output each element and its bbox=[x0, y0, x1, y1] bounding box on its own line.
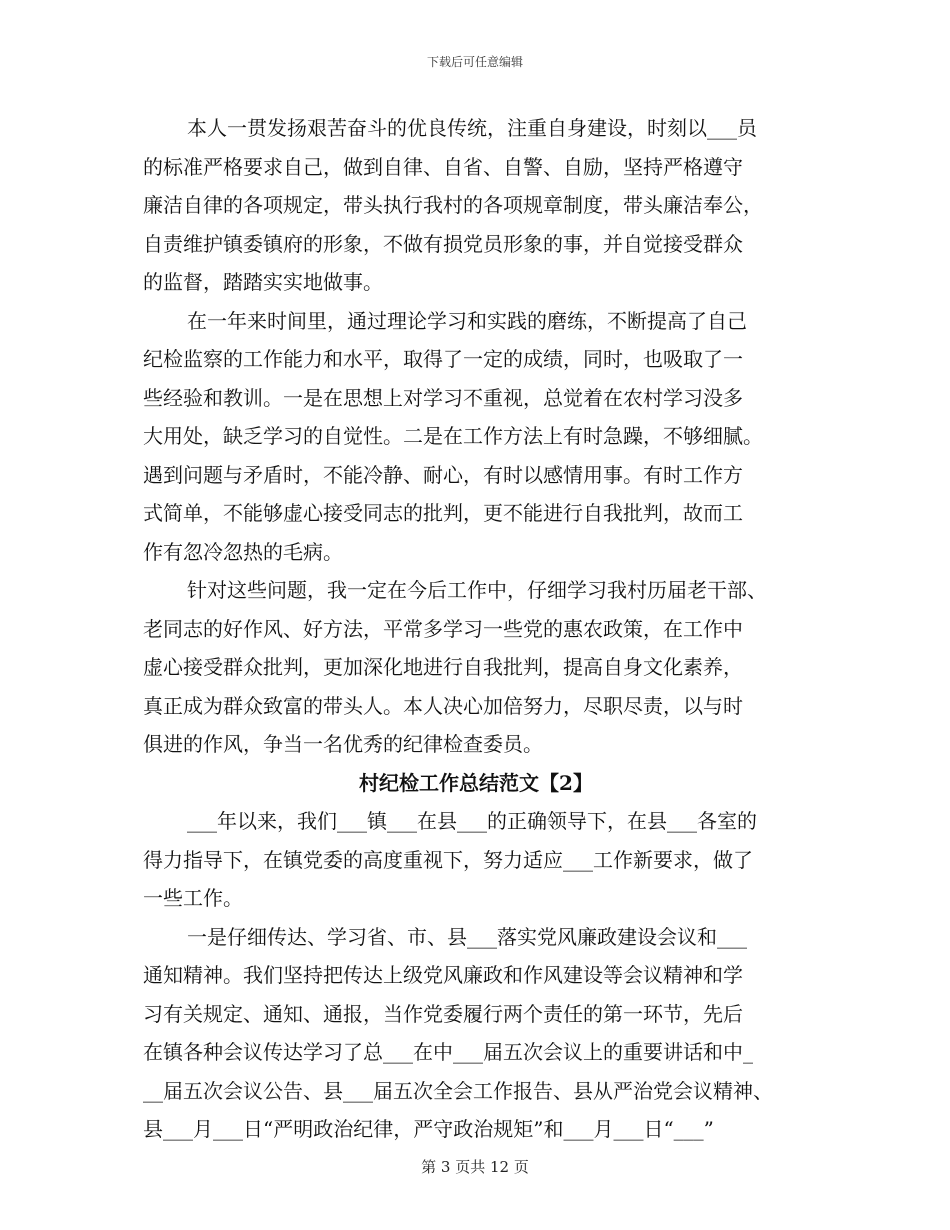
paragraph-2 bbox=[143, 302, 809, 572]
page-footer: 第 3 页共 12 页 bbox=[421, 1158, 529, 1176]
text-line: 得力指导下，在镇党委的高度重视下，努力适应___工作新要求，做了 bbox=[143, 847, 753, 872]
paragraph-5 bbox=[143, 918, 809, 1149]
text-line: 通知精神。我们坚持把传达上级党风廉政和作风建设等会议精神和学 bbox=[143, 963, 743, 987]
text-line: 针对这些问题，我一定在今后工作中，仔细学习我村历届老干部、 bbox=[187, 578, 767, 602]
text-line: 纪检监察的工作能力和水平，取得了一定的成绩，同时，也吸取了一 bbox=[143, 347, 743, 371]
text-line: 大用处，缺乏学习的自觉性。二是在工作方法上有时急躁，不够细腻。 bbox=[143, 424, 763, 448]
text-line: 俱进的作风，争当一名优秀的纪律检查委员。 bbox=[143, 732, 543, 756]
page-header: 下载后可任意编辑 bbox=[426, 55, 523, 69]
paragraph-3 bbox=[143, 571, 809, 764]
text-line: 自责维护镇委镇府的形象，不做有损党员形象的事，并自觉接受群众 bbox=[143, 231, 743, 256]
text-line: 在一年来时间里，通过理论学习和实践的磨练，不断提高了自己 bbox=[187, 308, 747, 333]
text-line: 习有关规定、通知、通报，当作党委履行两个责任的第一环节，先后 bbox=[143, 1001, 743, 1026]
text-line: 在镇各种会议传达学习了总___在中___届五次会议上的重要讲话和中_ bbox=[143, 1040, 753, 1064]
text-line: 式简单，不能够虚心接受同志的批判，更不能进行自我批判，故而工 bbox=[143, 501, 743, 525]
text-line: 些经验和教训。一是在思想上对学习不重视，总觉着在农村学习没多 bbox=[143, 385, 743, 410]
text-line: 虚心接受群众批判，更加深化地进行自我批判，提高自身文化素养， bbox=[143, 655, 743, 679]
document-body bbox=[143, 109, 809, 1149]
text-line: 老同志的好作风、好方法，平常多学习一些党的惠农政策，在工作中 bbox=[143, 616, 743, 641]
text-line: 真正成为群众致富的带头人。本人决心加倍努力，尽职尽责，以与时 bbox=[143, 693, 743, 718]
text-line: 廉洁自律的各项规定，带头执行我村的各项规章制度，带头廉洁奉公， bbox=[143, 193, 763, 217]
text-line: 遇到问题与矛盾时，不能冷静、耐心，有时以感情用事。有时工作方 bbox=[143, 462, 743, 487]
text-line: 县___月___日“严明政治纪律，严守政治规矩”和___月___日“___” bbox=[143, 1117, 714, 1141]
text-line: 的监督，踏踏实实地做事。 bbox=[143, 270, 383, 294]
text-line: ___年以来，我们___镇___在县___的正确领导下，在县___各室的 bbox=[187, 809, 757, 833]
text-line: 作有忽冷忽热的毛病。 bbox=[143, 539, 343, 564]
text-line: __届五次会议公告、县___届五次全会工作报告、县从严治党会议精神、 bbox=[143, 1078, 773, 1103]
section-title: 村纪检工作总结范文【2】 bbox=[359, 770, 593, 795]
text-line: 一是仔细传达、学习省、市、县___落实党风廉政建设会议和___ bbox=[187, 924, 747, 949]
text-line: 本人一贯发扬艰苦奋斗的优良传统，注重自身建设，时刻以___员 bbox=[187, 116, 757, 140]
text-line: 一些工作。 bbox=[143, 886, 243, 910]
paragraph-1 bbox=[143, 109, 809, 302]
paragraph-4 bbox=[143, 802, 809, 918]
text-line: 的标准严格要求自己，做到自律、自省、自警、自励，坚持严格遵守 bbox=[143, 154, 743, 179]
